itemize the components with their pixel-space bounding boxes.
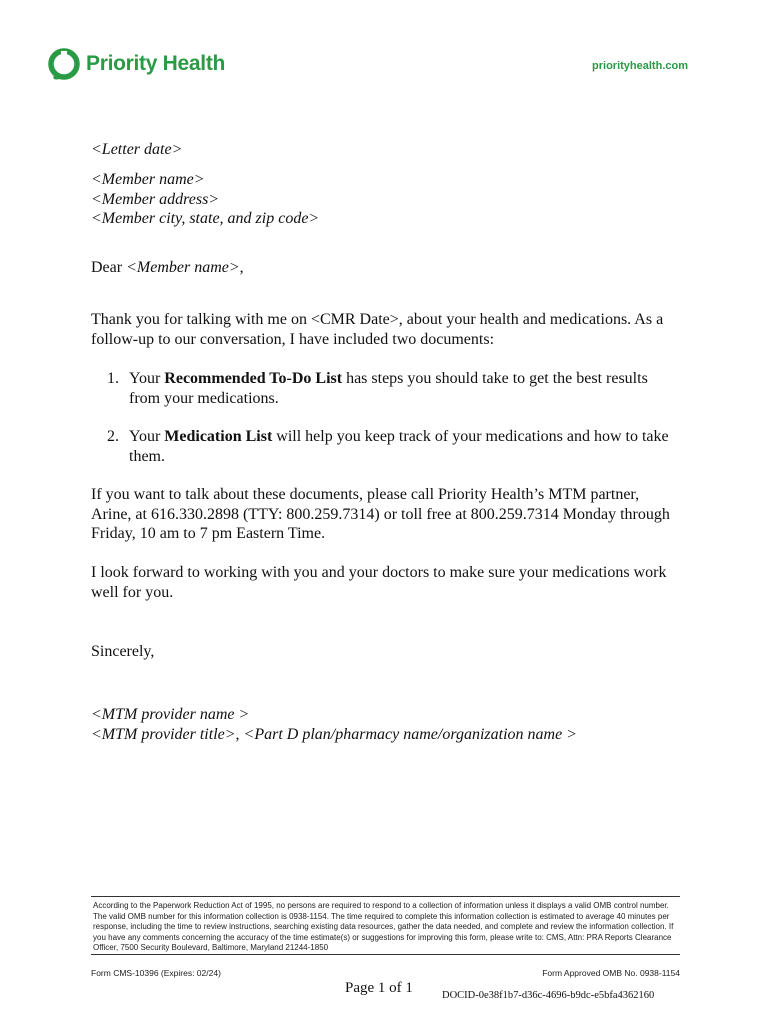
page-number: Page 1 of 1 <box>345 980 413 996</box>
contact-paragraph: If you want to talk about these documents, please call Priority Health’s MTM partner, Arine, at 616.330.2898 (TTY: 800.259.7314) or toll free at 800.259.7314 Monday through Friday, 10 am to 7 pm Eastern Time. <box>91 486 670 542</box>
salutation-suffix: , <box>239 259 244 276</box>
list-item-text: will help you keep track of your medications and how to take them. <box>129 428 669 465</box>
salutation <box>91 258 691 278</box>
website-link[interactable]: priorityhealth.com <box>592 60 688 72</box>
list-item-text: has steps you should take to get the best results from your medications. <box>129 370 648 407</box>
form-number: Form CMS-10396 (Expires: 02/24) <box>91 968 221 978</box>
list-item-bold: Recommended To-Do List <box>164 370 343 387</box>
salutation-prefix: Dear <box>91 259 127 276</box>
list-item-number: 1. <box>107 370 119 387</box>
member-city-state-zip: <Member city, state, and zip code> <box>91 210 320 227</box>
priority-health-logo-icon <box>48 47 80 81</box>
list-item-bold: Medication List <box>164 428 273 445</box>
signoff: Sincerely, <box>91 643 155 660</box>
letter-date: <Letter date> <box>91 141 183 158</box>
intro-paragraph: Thank you for talking with me on <CMR Date>, about your health and medications. As a follow-up to our conversation, I have included two documents: <box>91 311 664 348</box>
paperwork-reduction-notice: According to the Paperwork Reduction Act of 1995, no persons are required to respond to a collection of information unless it displays a valid OMB control number. The valid OMB number for this information collection is 0938-1154. The time required to complete this information collection is estimated to average 40 minutes per response, including the time to review instructions, searching existing data resources, gather the data needed, and complete and review the information collection. If you have any comments concerning the accuracy of the time estimate(s) or suggestions for improving this form, please write to: CMS, Attn: PRA Reports Clearance Officer, 7500 Security Boulevard, Baltimore, Maryland 21244-1850 <box>93 901 674 953</box>
provider-title: <MTM provider title> <box>91 726 236 743</box>
documents-list <box>91 369 681 485</box>
footer-top-rule <box>91 896 680 897</box>
salutation-name: <Member name> <box>126 259 240 276</box>
member-name: <Member name> <box>91 171 205 188</box>
priority-health-logo <box>48 44 225 84</box>
list-item-text: Your <box>129 428 165 445</box>
closing-paragraph: I look forward to working with you and your doctors to make sure your medications work well for you. <box>91 564 667 601</box>
provider-name: <MTM provider name > <box>91 706 250 723</box>
brand-name: Priority Health <box>86 52 226 75</box>
list-item <box>91 369 681 408</box>
document-id: DOCID-0e38f1b7-d36c-4696-b9dc-e5bfa4362160 <box>442 990 655 1001</box>
provider-organization: <Part D plan/pharmacy name/organization name > <box>243 726 577 743</box>
member-address: <Member address> <box>91 191 220 208</box>
footer-bottom-rule <box>91 954 680 955</box>
omb-number: Form Approved OMB No. 0938-1154 <box>542 968 680 978</box>
list-item-text: Your <box>129 370 165 387</box>
provider-separator: , <box>235 726 244 743</box>
list-item-number: 2. <box>107 428 119 445</box>
provider-line <box>91 725 691 745</box>
list-item <box>91 427 681 466</box>
